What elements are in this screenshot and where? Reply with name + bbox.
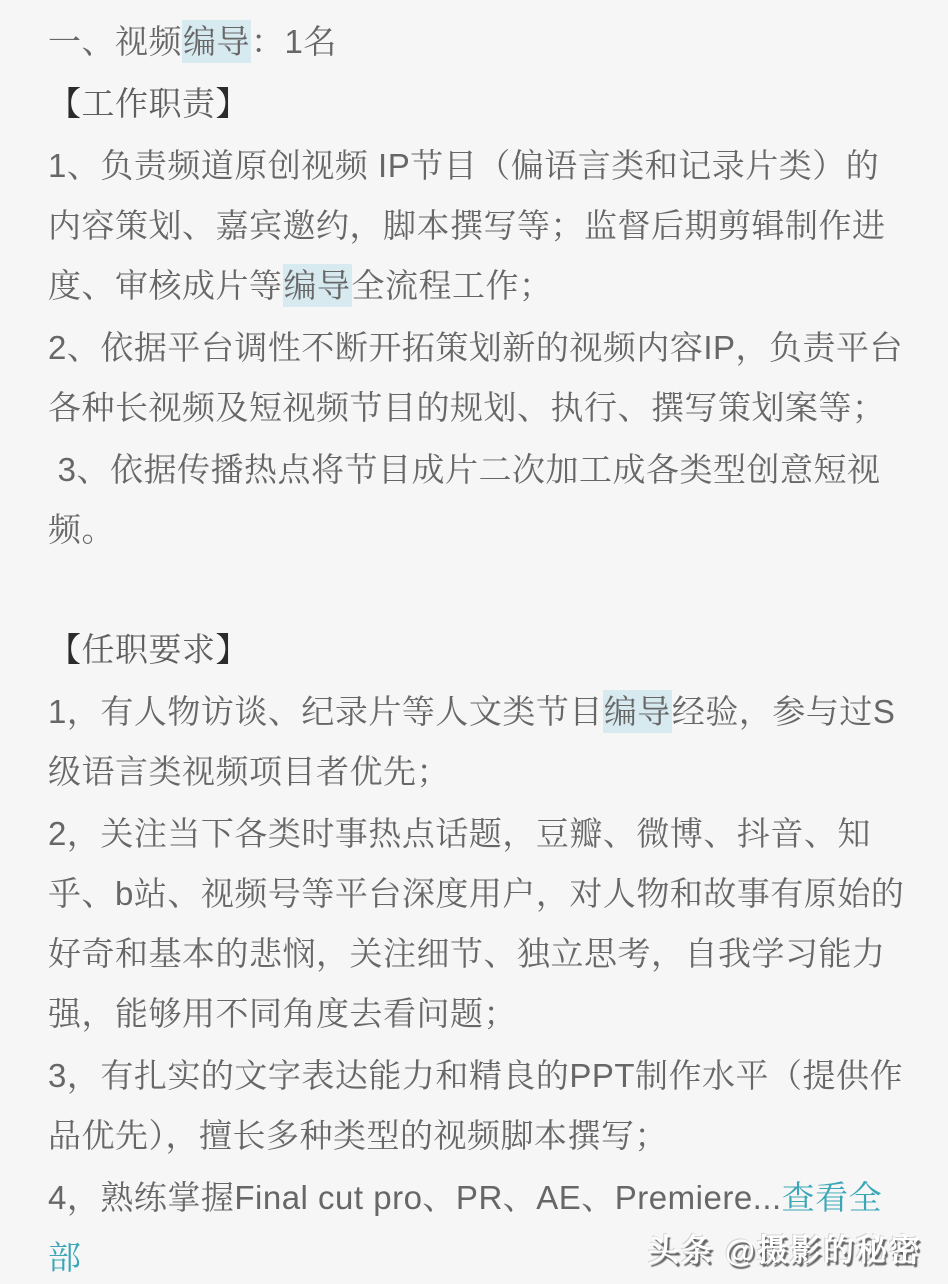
duty-item-1-post: 全流程工作；: [351, 267, 553, 304]
job-title-pre: 一、视频: [48, 23, 182, 60]
section-heading-duties: [48, 74, 906, 134]
highlight-keyword: 编导: [283, 264, 352, 307]
section-gap: [48, 562, 906, 620]
view-all-link[interactable]: 查看全部: [48, 1179, 883, 1276]
job-title: [48, 12, 906, 72]
toutiao-watermark: [648, 1225, 922, 1270]
watermark-handle: @摄影的秘密: [724, 1233, 922, 1268]
duty-item-1: [48, 136, 906, 316]
requirement-item-2: 2，关注当下各类时事热点话题，豆瓣、微博、抖音、知乎、b站、视频号等平台深度用户，对人物和故事有原始的好奇和基本的悲悯，关注细节、独立思考，自我学习能力强，能够用不同角度去看问题；: [48, 815, 905, 1032]
heading-text: 任职要求: [81, 631, 216, 668]
duty-item-2: 2、依据平台调性不断开拓策划新的视频内容IP，负责平台各种长视频及短视频节目的规划、执行、撰写策划案等；: [48, 329, 904, 426]
duty-item-3: 3、依据传播热点将节目成片二次加工成各类型创意短视频。: [48, 451, 881, 548]
section-heading-requirements: [48, 620, 906, 680]
heading-open-bracket: 【: [48, 631, 82, 668]
requirement-item-1: [48, 682, 906, 802]
heading-close-bracket: 】: [215, 631, 249, 668]
requirement-item-3: 3，有扎实的文字表达能力和精良的PPT制作水平（提供作品优先），擅长多种类型的视频脚本撰写；: [48, 1057, 904, 1154]
highlight-keyword: 编导: [603, 690, 672, 733]
heading-open-bracket: 【: [48, 85, 82, 122]
heading-close-bracket: 】: [215, 85, 249, 122]
requirement-item-4-pre: 4，熟练掌握Final cut pro、PR、AE、Premiere...: [48, 1179, 782, 1216]
highlight-keyword: 编导: [182, 20, 251, 63]
job-title-post: ：1名: [251, 23, 337, 60]
requirement-item-1-pre: 1，有人物访谈、纪录片等人文类节目: [48, 693, 603, 730]
heading-text: 工作职责: [81, 85, 216, 122]
requirement-item-1-post: 经验，参与过S级语言类视频项目者优先；: [48, 693, 896, 790]
watermark-brand: 头条: [648, 1233, 715, 1268]
duty-item-1-pre: 1、负责频道原创视频 IP节目（偏语言类和记录片类）的内容策划、嘉宾邀约，脚本撰写等；监督后期剪辑制作进度、审核成片等: [48, 147, 886, 304]
